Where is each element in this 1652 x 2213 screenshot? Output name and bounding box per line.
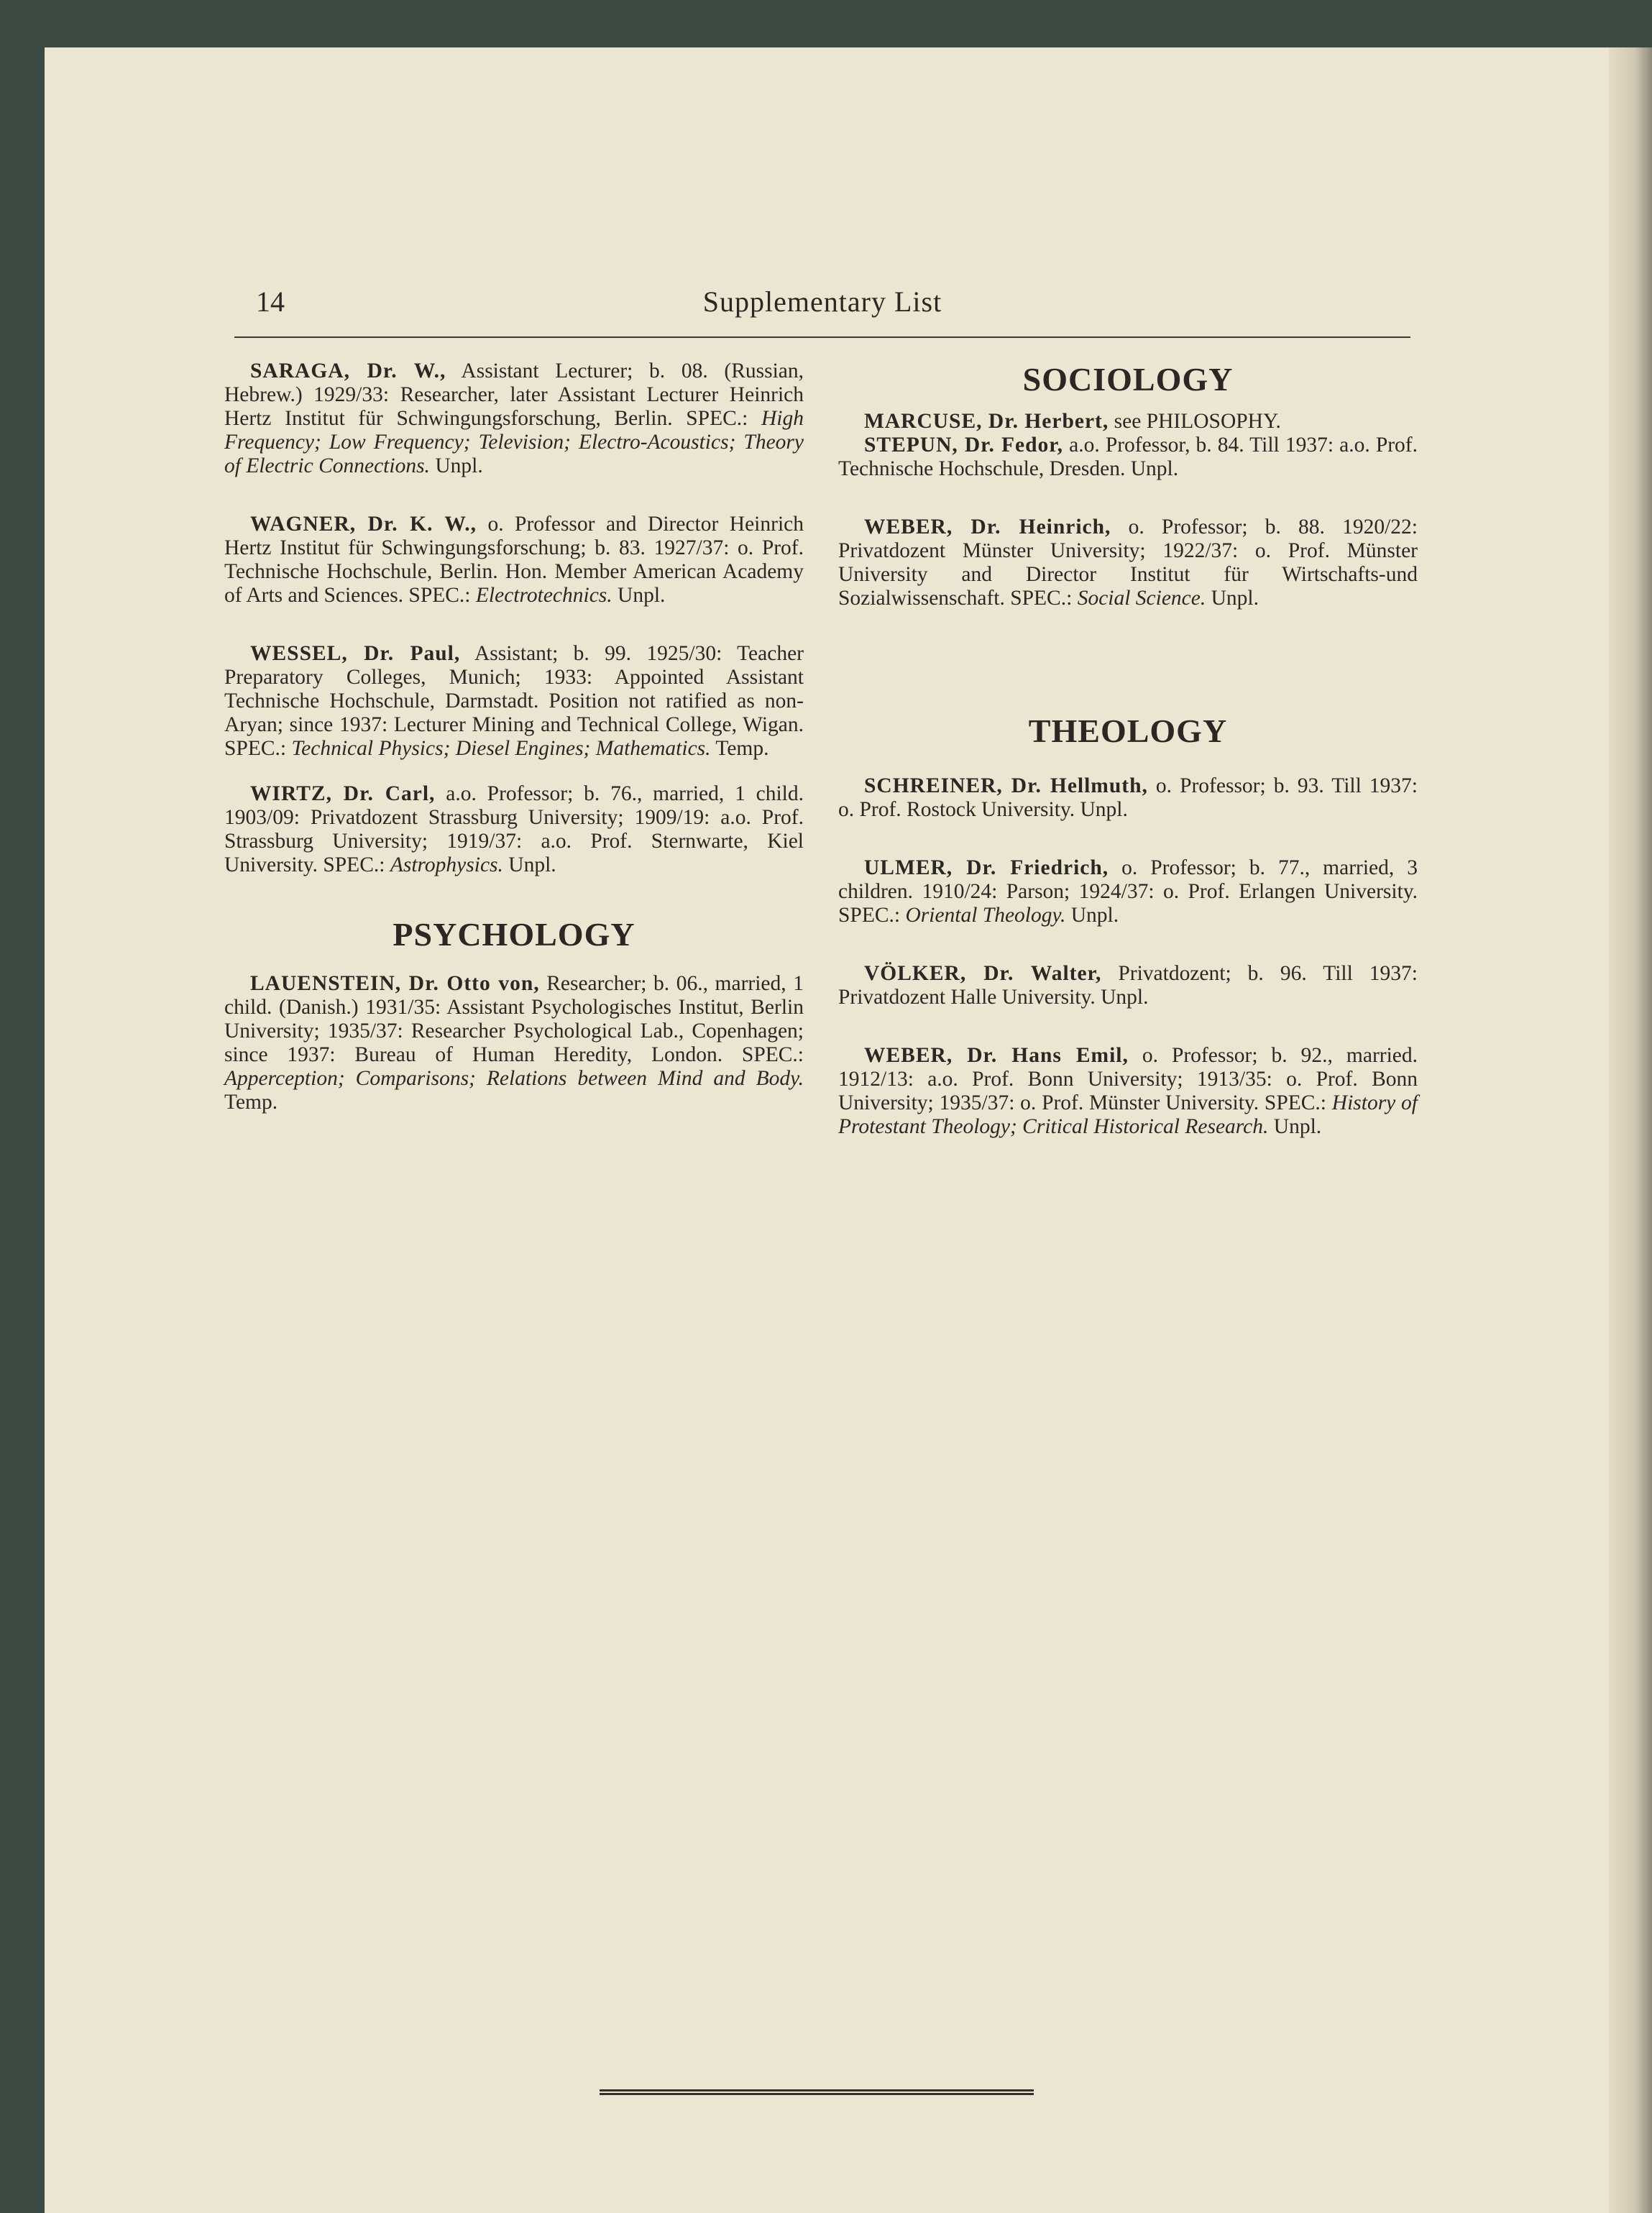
entry-name: WEBER, Dr. Heinrich, (864, 516, 1111, 539)
entry-spec: Social Science. (1077, 587, 1206, 610)
entry-name: MARCUSE, Dr. Herbert, (864, 410, 1109, 433)
entry-name: LAUENSTEIN, Dr. Otto von, (250, 972, 540, 995)
entry (838, 962, 1418, 1009)
entry-status: Unpl. (503, 853, 556, 876)
running-title: Supplementary List (702, 285, 942, 318)
entry-status: Unpl. (1206, 587, 1259, 610)
entry-name: WEBER, Dr. Hans Emil, (864, 1044, 1129, 1067)
entry-text: a.o. Professor, b. 84. Till 1937: a.o. Prof. Technische Hochschule, Dresden. Unpl. (838, 434, 1418, 480)
entry-status: Unpl. (429, 454, 483, 477)
entry-name: WIRTZ, Dr. Carl, (250, 782, 436, 805)
entry-name: VÖLKER, Dr. Walter, (864, 962, 1102, 985)
entry-name: SARAGA, Dr. W., (250, 359, 446, 382)
entry-spec: Astrophysics. (390, 853, 503, 876)
entry-spec: Electrotechnics. (475, 584, 612, 607)
page-number: 14 (256, 285, 285, 318)
entry-text: a.o. Professor; b. 76., married, 1 child. 1903/09: Privatdozent Strassburg University; 1909/19: a.o. Prof. Strassburg University; 1919/37: a.o. Prof. Sternwarte, Kiel University. SPEC.: (224, 782, 804, 876)
entry-text: o. Professor; b. 88. 1920/22: Privatdozent Münster University; 1922/37: o. Prof. Münster University and Director Institut für Wirtschafts-und Sozialwissenschaft. SPEC.: (838, 516, 1418, 610)
header-rule (234, 336, 1410, 338)
entry-status: Temp. (224, 1091, 278, 1114)
entry (838, 516, 1418, 610)
entry-spec: History of Protestant Theology; Critical Historical Research. (838, 1091, 1418, 1138)
entry-text: o. Professor; b. 93. Till 1937: o. Prof. Rostock University. Unpl. (838, 774, 1418, 821)
entry (838, 410, 1418, 434)
entry-status: Temp. (710, 737, 769, 760)
entry-spec: High Frequency; Low Frequency; Television; Electro-Acoustics; Theory of Electric Connections. (224, 407, 804, 477)
entry (838, 1044, 1418, 1139)
entry (224, 513, 804, 608)
end-of-page-rule (600, 2089, 1034, 2095)
entry-text: Researcher; b. 06., married, 1 child. (Danish.) 1931/35: Assistant Psychologisches Institut, Berlin University; 1935/37: Researcher Psychological Lab., Copenhagen; since 1937: Bureau of Human Heredity, London. SPEC.: (224, 972, 804, 1066)
entry-text: Assistant Lecturer; b. 08. (Russian, Hebrew.) 1929/33: Researcher, later Assistant Lecturer Heinrich Hertz Institut für Schwingungsforschung, Berlin. SPEC.: (224, 359, 804, 430)
left-column (224, 359, 804, 1149)
entry (838, 774, 1418, 822)
entry (224, 642, 804, 761)
entry-text: see PHILOSOPHY. (1109, 410, 1281, 433)
entry-spec: Technical Physics; Diesel Engines; Mathematics. (291, 737, 711, 760)
entry (838, 856, 1418, 927)
entry-name: WAGNER, Dr. K. W., (250, 513, 477, 536)
entry-name: SCHREINER, Dr. Hellmuth, (864, 774, 1148, 797)
entry-spec: Oriental Theology. (905, 904, 1066, 927)
entry-status: Unpl. (612, 584, 666, 607)
entry-spec: Apperception; Comparisons; Relations between Mind and Body. (224, 1067, 804, 1090)
entry-text: o. Professor; b. 92., married. 1912/13: a.o. Prof. Bonn University; 1913/35: o. Prof. Bonn University; 1935/37: o. Prof. Münster University. SPEC.: (838, 1044, 1418, 1114)
entry (838, 434, 1418, 481)
entry (224, 359, 804, 478)
entry-status: Unpl. (1268, 1115, 1322, 1138)
entry (224, 972, 804, 1114)
entry-text: Privatdozent; b. 96. Till 1937: Privatdozent Halle University. Unpl. (838, 962, 1418, 1009)
right-column (838, 359, 1418, 1173)
entry-text: o. Professor; b. 77., married, 3 children. 1910/24: Parson; 1924/37: o. Prof. Erlangen University. SPEC.: (838, 856, 1418, 927)
entry-name: ULMER, Dr. Friedrich, (864, 856, 1109, 879)
entry-text: o. Professor and Director Heinrich Hertz Institut für Schwingungsforschung; b. 83. 1927/37: o. Prof. Technische Hochschule, Berlin. Hon. Member American Academy of Arts and Sciences. SPEC.: (224, 513, 804, 607)
section-heading-theology: THEOLOGY (1028, 713, 1228, 749)
entry (224, 782, 804, 877)
section-heading-psychology: PSYCHOLOGY (393, 916, 635, 953)
entry-name: WESSEL, Dr. Paul, (250, 642, 461, 665)
entry-status: Unpl. (1065, 904, 1119, 927)
page-spine-edge (1609, 47, 1652, 2213)
section-heading-sociology: SOCIOLOGY (1022, 361, 1234, 398)
entry-name: STEPUN, Dr. Fedor, (864, 434, 1064, 457)
entry-text: Assistant; b. 99. 1925/30: Teacher Preparatory Colleges, Munich; 1933: Appointed Assistant Technische Hochschule, Darmstadt. Position not ratified as non-Aryan; since 1937: Lecturer Mining and Technical College, Wigan. SPEC.: (224, 642, 804, 760)
page-header (234, 285, 1410, 335)
